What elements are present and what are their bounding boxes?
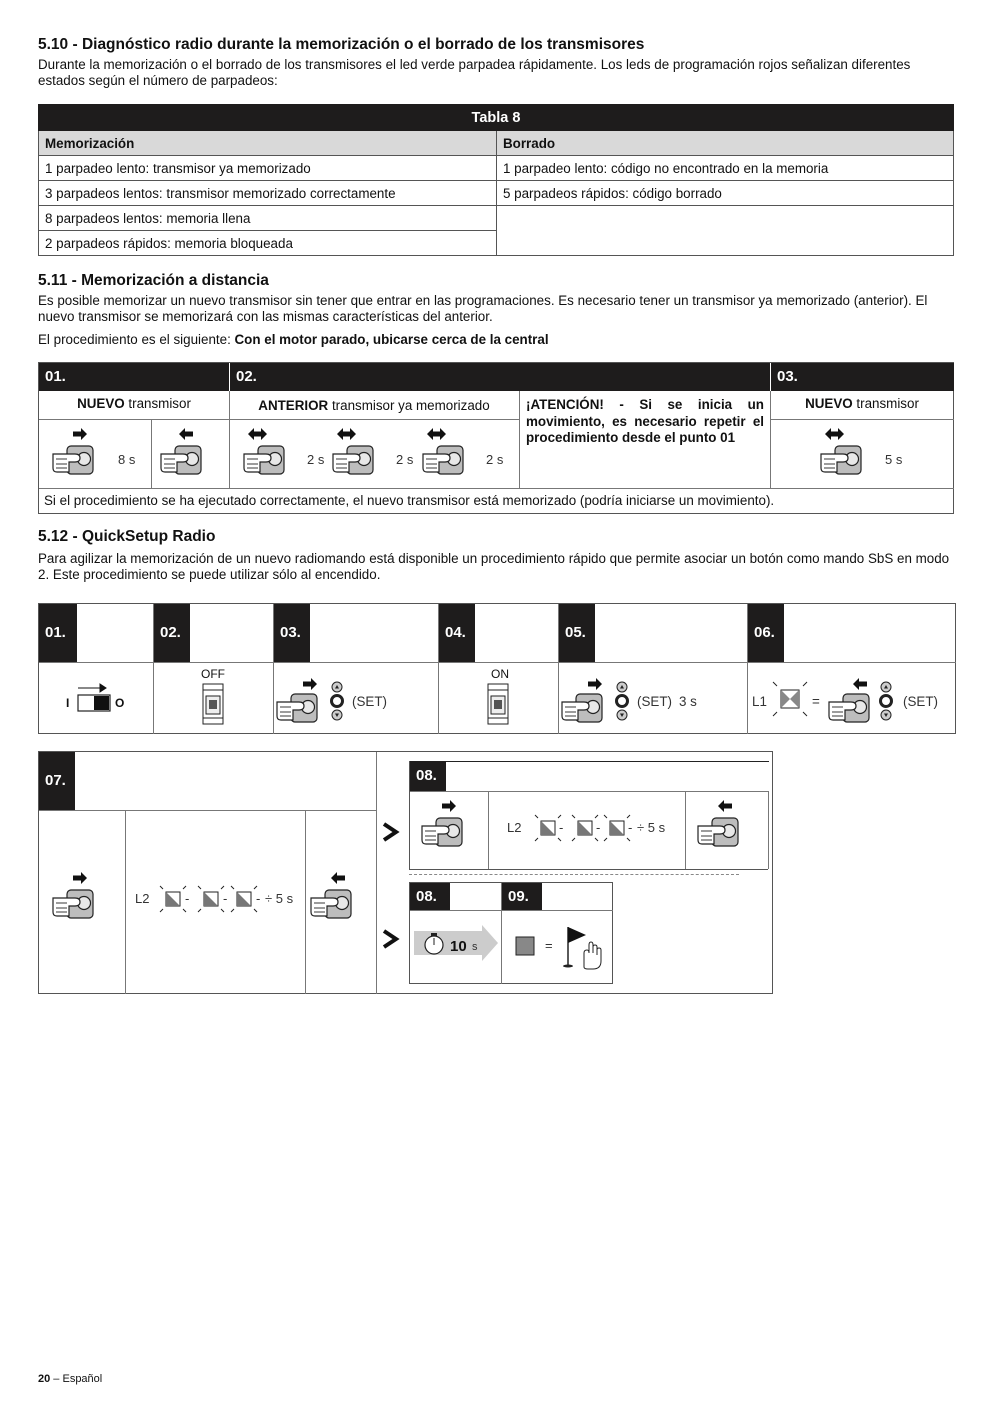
table-8 bbox=[38, 104, 954, 256]
duration-8s: 8 s bbox=[118, 452, 136, 467]
section-title-5-11: 5.11 - Memorización a distancia bbox=[38, 272, 269, 289]
page-number: 20 bbox=[38, 1373, 51, 1385]
page-footer bbox=[38, 1373, 102, 1385]
duration-div-5s: ÷ 5 s bbox=[265, 891, 294, 906]
breaker-icon bbox=[203, 684, 227, 729]
nuevo-transmisor-label-3 bbox=[770, 396, 954, 411]
remote-press-icon bbox=[422, 806, 482, 866]
set-keys-icon bbox=[614, 684, 634, 724]
step-08-block bbox=[409, 761, 768, 870]
anterior-bold: ANTERIOR bbox=[258, 398, 329, 413]
remote-press-release-icon bbox=[423, 429, 483, 479]
step-label: 08. bbox=[410, 761, 446, 791]
off-label: OFF bbox=[201, 667, 225, 681]
table-header-memorizacion: Memorización bbox=[39, 131, 497, 156]
duration-2s: 2 s bbox=[396, 452, 414, 467]
flag-hand-icon bbox=[560, 923, 605, 973]
step-label: 01. bbox=[39, 604, 77, 662]
timer-10: 10 bbox=[450, 938, 467, 955]
footer-language: – Español bbox=[50, 1373, 103, 1385]
transmisor-text: transmisor bbox=[852, 396, 919, 411]
on-label: ON bbox=[491, 667, 509, 681]
led-l2-label: L2 bbox=[507, 820, 522, 835]
table-row bbox=[39, 206, 954, 231]
procedure-intro-plain: El procedimiento es el siguiente: bbox=[38, 332, 235, 347]
quicksetup-diagram-row1 bbox=[38, 603, 956, 734]
equals-sign: = bbox=[545, 938, 553, 953]
attention-note: ¡ATENCIÓN! - Si se inicia un movimiento, es necesario repetir el procedimiento desde el punto 01 bbox=[526, 397, 764, 445]
table-row bbox=[39, 156, 954, 181]
anterior-transmisor-label bbox=[229, 398, 519, 413]
separator-dashed bbox=[409, 874, 739, 875]
remote-release-icon bbox=[161, 429, 221, 479]
timer-unit: s bbox=[472, 941, 478, 953]
set-keys-icon bbox=[878, 684, 898, 724]
set-keys-icon bbox=[329, 684, 349, 724]
dash: - bbox=[185, 891, 190, 906]
nuevo-transmisor-label bbox=[39, 396, 229, 411]
set-label: (SET) bbox=[903, 694, 938, 709]
dash: - bbox=[256, 891, 261, 906]
step-label: 05. bbox=[559, 604, 595, 662]
led-l1-icon bbox=[781, 690, 805, 714]
section-text-5-12: Para agilizar la memorización de un nuevo radiomando está disponible un procedimiento rápido que permite asociar un botón como mando SbS en modo 2. Este procedimiento se puede utilizar sólo al encendido. bbox=[38, 551, 950, 582]
duration-3s: 3 s bbox=[679, 694, 697, 709]
section-title-5-10: 5.10 - Diagnóstico radio durante la memorización o el borrado de los transmisores bbox=[38, 36, 645, 53]
led-off-icon bbox=[516, 937, 536, 957]
remote-press-icon bbox=[53, 870, 113, 930]
remote-release-icon bbox=[698, 806, 758, 866]
step-label: 04. bbox=[439, 604, 475, 662]
table-cell: 1 parpadeo lento: código no encontrado en la memoria bbox=[497, 156, 954, 181]
step-label: 02. bbox=[154, 604, 190, 662]
arrow-right-icon bbox=[382, 822, 406, 842]
led-l2-label: L2 bbox=[135, 891, 150, 906]
table-header-borrado: Borrado bbox=[497, 131, 954, 156]
table-cell: 8 parpadeos lentos: memoria llena bbox=[39, 206, 497, 231]
anterior-text: transmisor ya memorizado bbox=[328, 398, 490, 413]
switch-icon bbox=[76, 682, 116, 712]
duration-2s: 2 s bbox=[307, 452, 325, 467]
nuevo-bold: NUEVO bbox=[77, 396, 125, 411]
step-label: 07. bbox=[39, 752, 75, 810]
dash: - bbox=[559, 820, 564, 835]
step-label: 08. bbox=[410, 883, 450, 910]
step-label: 02. bbox=[229, 363, 770, 391]
dash: - bbox=[628, 820, 633, 835]
section-title-5-12: 5.12 - QuickSetup Radio bbox=[38, 528, 216, 545]
set-label: (SET) bbox=[352, 694, 387, 709]
table-cell: 2 parpadeos rápidos: memoria bloqueada bbox=[39, 231, 497, 256]
transmisor-text: transmisor bbox=[124, 396, 191, 411]
section-text-5-10: Durante la memorización o el borrado de los transmisores el led verde parpadea rápidamente. Los leds de programación rojos señalizan diferentes estados según el número de parpadeos: bbox=[38, 57, 911, 88]
equals-sign: = bbox=[812, 694, 820, 709]
remote-memorization-diagram bbox=[38, 362, 954, 514]
remote-press-release-icon bbox=[821, 429, 881, 479]
table-cell-empty bbox=[497, 206, 954, 256]
set-label: (SET) bbox=[637, 694, 672, 709]
led-l1-label: L1 bbox=[752, 694, 767, 709]
remote-press-release-icon bbox=[333, 429, 393, 479]
step-label: 03. bbox=[770, 363, 954, 391]
table-row bbox=[39, 181, 954, 206]
duration-div-5s: ÷ 5 s bbox=[637, 820, 666, 835]
duration-5s: 5 s bbox=[885, 452, 903, 467]
switch-i-label: I bbox=[66, 696, 70, 710]
dash: - bbox=[596, 820, 601, 835]
nuevo-bold: NUEVO bbox=[805, 396, 853, 411]
table-cell: 5 parpadeos rápidos: código borrado bbox=[497, 181, 954, 206]
table-cell: 3 parpadeos lentos: transmisor memorizado correctamente bbox=[39, 181, 497, 206]
remote-press-icon bbox=[277, 676, 337, 726]
step-08-09-block bbox=[409, 882, 613, 984]
dash: - bbox=[223, 891, 228, 906]
switch-o-label: O bbox=[115, 696, 125, 710]
remote-release-icon bbox=[311, 870, 371, 930]
remote-press-icon bbox=[562, 676, 622, 726]
step-label: 09. bbox=[502, 883, 542, 910]
table-cell: 1 parpadeo lento: transmisor ya memorizado bbox=[39, 156, 497, 181]
remote-press-icon bbox=[53, 429, 113, 479]
step-label: 06. bbox=[748, 604, 784, 662]
remote-press-release-icon bbox=[244, 429, 304, 479]
section-text-5-11: Es posible memorizar un nuevo transmisor sin tener que entrar en las programaciones. Es necesario tener un transmisor ya memorizado (anterior). El nuevo transmisor se memorizará con las mismas características del anterior. bbox=[38, 293, 928, 324]
procedure-intro bbox=[38, 332, 956, 348]
arrow-right-icon bbox=[382, 929, 406, 949]
step-label: 01. bbox=[39, 363, 229, 391]
procedure-intro-bold: Con el motor parado, ubicarse cerca de la central bbox=[234, 332, 549, 347]
breaker-icon bbox=[488, 684, 512, 729]
step-label: 03. bbox=[274, 604, 310, 662]
table-title: Tabla 8 bbox=[39, 105, 954, 131]
duration-2s: 2 s bbox=[486, 452, 504, 467]
result-note: Si el procedimiento se ha ejecutado correctamente, el nuevo transmisor está memorizado (podría iniciarse un movimiento). bbox=[44, 493, 775, 508]
